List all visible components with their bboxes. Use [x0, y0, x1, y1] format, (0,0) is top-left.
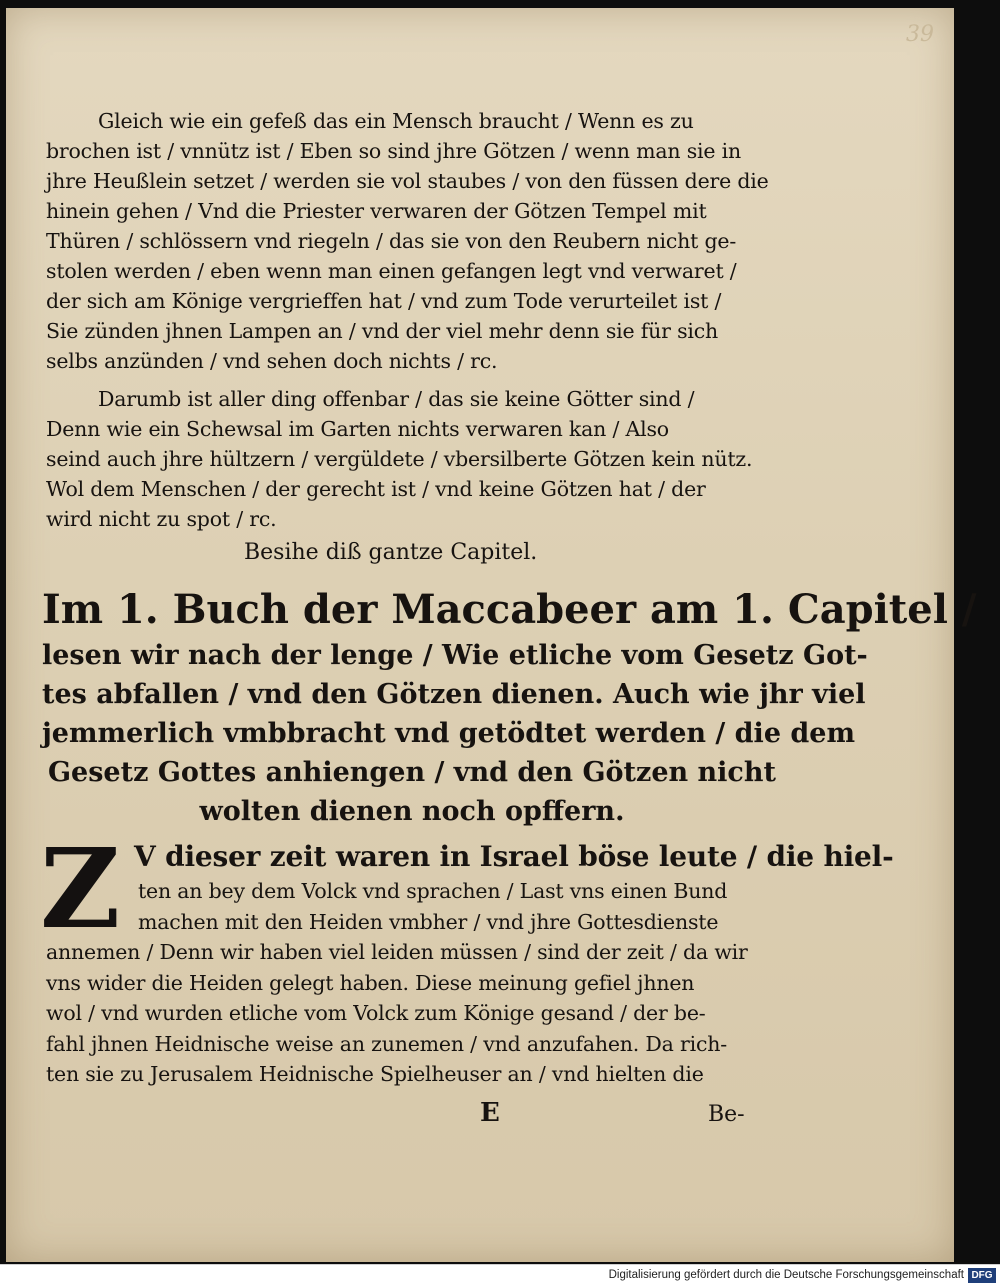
book-page — [6, 8, 977, 1262]
text-line: Thüren / schlössern vnd riegeln / das sie von den Reubern nicht ge- — [46, 229, 737, 253]
text-line: Gleich wie ein gefeß das ein Mensch braucht / Wenn es zu — [98, 109, 694, 133]
text-line: seind auch jhre hültzern / vergüldete / vbersilberte Götzen kein nütz. — [46, 447, 753, 471]
folio-number: 39 — [906, 22, 934, 47]
text-line: Denn wie ein Schewsal im Garten nichts verwaren kan / Also — [46, 417, 669, 441]
section-heading — [42, 584, 977, 831]
cross-reference: Besihe diß gantze Capitel. — [244, 540, 538, 565]
text-line: jhre Heußlein setzet / werden sie vol staubes / von den füssen dere die — [46, 169, 769, 193]
text-line: annemen / Denn wir haben viel leiden müssen / sind der zeit / da wir — [46, 940, 748, 964]
dfg-logo-icon: DFG — [968, 1268, 996, 1283]
text-line: ten an bey dem Volck vnd sprachen / Last vns einen Bund — [138, 879, 728, 903]
paragraph-1 — [46, 106, 776, 376]
funding-notice: Digitalisierung gefördert durch die Deutsche Forschungsgemeinschaft — [608, 1269, 964, 1281]
text-line: Sie zünden jhnen Lampen an / vnd der viel mehr denn sie für sich — [46, 319, 719, 343]
heading-line: jemmerlich vmbbracht vnd getödtet werden / die dem — [42, 718, 856, 749]
text-line: wird nicht zu spot / rc. — [46, 507, 277, 531]
paragraph-2 — [46, 384, 776, 534]
decorated-initial: Z — [40, 824, 121, 953]
signature-mark: E — [480, 1098, 500, 1128]
text-line: stolen werden / eben wenn man einen gefangen legt vnd verwaret / — [46, 259, 737, 283]
text-line: Darumb ist aller ding offenbar / das sie keine Götter sind / — [98, 387, 695, 411]
text-line: Wol dem Menschen / der gerecht ist / vnd keine Götzen hat / der — [46, 477, 706, 501]
text-line: selbs anzünden / vnd sehen doch nichts / rc. — [46, 349, 498, 373]
text-line: der sich am Könige vergrieffen hat / vnd zum Tode verurteilet ist / — [46, 289, 722, 313]
text-line: hinein gehen / Vnd die Priester verwaren der Götzen Tempel mit — [46, 199, 707, 223]
text-line: wol / vnd wurden etliche vom Volck zum Könige gesand / der be- — [46, 1001, 706, 1025]
text-line: vns wider die Heiden gelegt haben. Diese meinung gefiel jhnen — [46, 970, 695, 995]
text-line: fahl jhnen Heidnische weise an zunemen / vnd anzufahen. Da rich- — [46, 1031, 727, 1056]
paragraph-3 — [46, 838, 894, 1090]
heading-line: Gesetz Gottes anhiengen / vnd den Götzen nicht — [48, 757, 776, 788]
heading-line: wolten dienen noch opffern. — [199, 796, 625, 827]
text-line: ten sie zu Jerusalem Heidnische Spielheuser an / vnd hielten die — [46, 1062, 704, 1086]
heading-line: tes abfallen / vnd den Götzen dienen. Auch wie jhr viel — [42, 679, 866, 710]
text-line: machen mit den Heiden vmbher / vnd jhre Gottesdienste — [138, 909, 719, 934]
footer-bar — [0, 1264, 1000, 1288]
heading-line: lesen wir nach der lenge / Wie etliche vom Gesetz Got- — [42, 640, 868, 671]
catchword: Be- — [708, 1102, 745, 1127]
heading-title: Im 1. Buch der Maccabeer am 1. Capitel / — [42, 586, 977, 633]
text-line: brochen ist / vnnütz ist / Eben so sind jhre Götzen / wenn man sie in — [46, 139, 741, 163]
text-line-large: V dieser zeit waren in Israel böse leute / die hiel- — [134, 840, 894, 873]
